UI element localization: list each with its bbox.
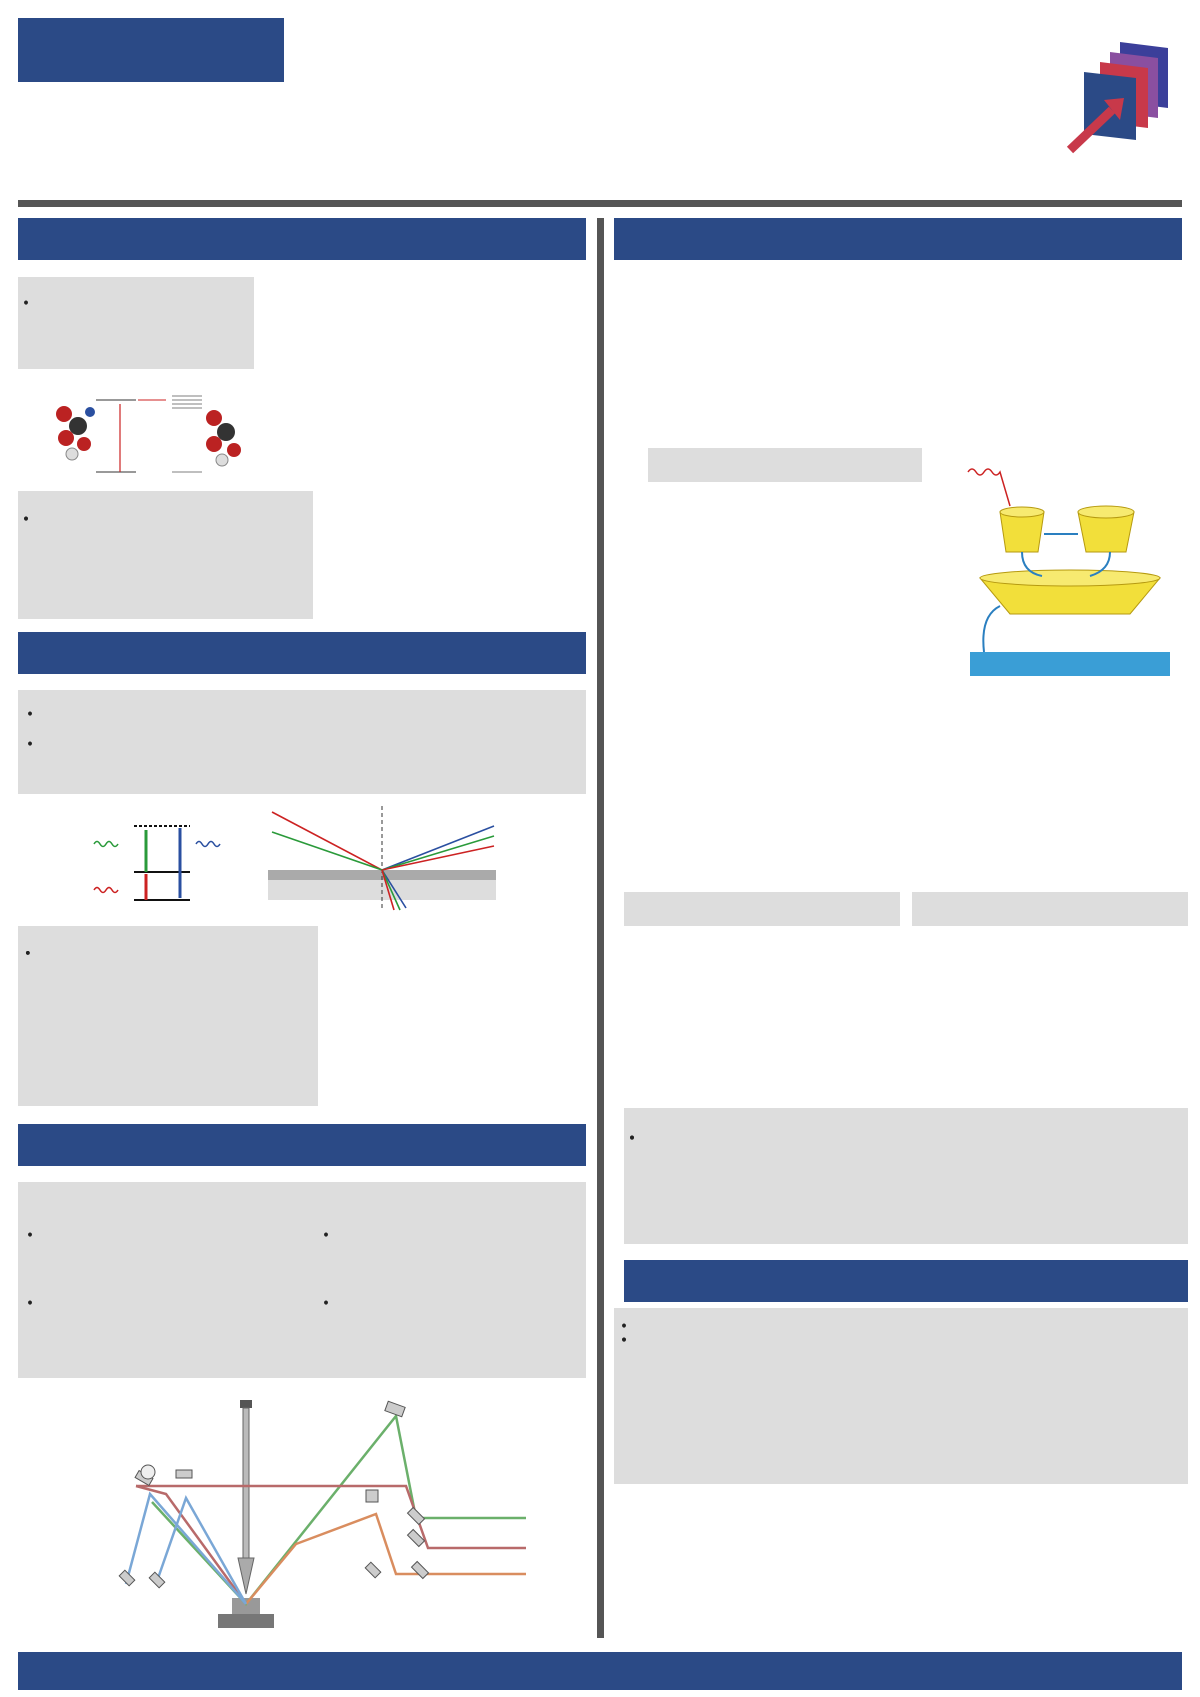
results-decay-plot-2 <box>630 722 880 872</box>
results-decay-plot-compare <box>918 946 1168 1096</box>
shg-spec: • <box>26 1228 35 1244</box>
energy-flow-scheme <box>960 456 1170 680</box>
university-logo <box>18 18 284 82</box>
ivr-molecule-sketch <box>26 382 248 482</box>
results-decay-plot-udt <box>630 946 880 1096</box>
sfb-logo <box>1050 34 1182 194</box>
motivation-bullet-box-2 <box>18 491 313 619</box>
results-decay-plot-1 <box>918 286 1168 436</box>
motivation-bullet-box-1 <box>18 277 254 369</box>
pulse-plot <box>350 936 570 1108</box>
odt-vs-udt-label-bar <box>912 892 1188 926</box>
laser-spec-box <box>18 1182 586 1378</box>
pharos-spec: • <box>322 1296 331 1312</box>
sfg-geometry-diagram <box>268 806 496 912</box>
motivation-heatmap <box>322 446 584 624</box>
section-results <box>614 218 1182 260</box>
opa-spec: • <box>322 1228 331 1244</box>
nrs-box <box>18 926 318 1106</box>
column-divider <box>597 218 604 1638</box>
section-experimental-setup <box>18 1124 586 1166</box>
energy-level-diagram <box>90 804 250 908</box>
udt-label-bar <box>624 892 900 926</box>
sfg-box <box>18 690 586 794</box>
header-divider <box>18 200 1182 207</box>
alkyl-chain-illustration <box>264 290 320 470</box>
outlook-box <box>614 1308 1188 1484</box>
results-odt-map <box>624 488 930 692</box>
references-footer <box>18 1652 1182 1690</box>
results-bullet-box <box>624 1108 1188 1244</box>
section-theory <box>18 632 586 674</box>
odt-label-bar <box>648 448 922 482</box>
section-motivation <box>18 218 586 260</box>
results-spectrum-plot <box>630 286 880 436</box>
outlook-plot-d-pumped <box>630 1490 880 1640</box>
outlook-plot-r-pumped <box>918 1490 1168 1640</box>
motivation-spectrum-plot <box>330 290 558 430</box>
sfg-bullet-1 <box>26 706 578 724</box>
dfg-spec: • <box>26 1296 35 1312</box>
results-decay-plot-3 <box>918 722 1168 872</box>
sfb-logo-graphic <box>1050 34 1182 194</box>
section-outlook <box>624 1260 1188 1302</box>
beam-path-schematic <box>96 1394 530 1638</box>
